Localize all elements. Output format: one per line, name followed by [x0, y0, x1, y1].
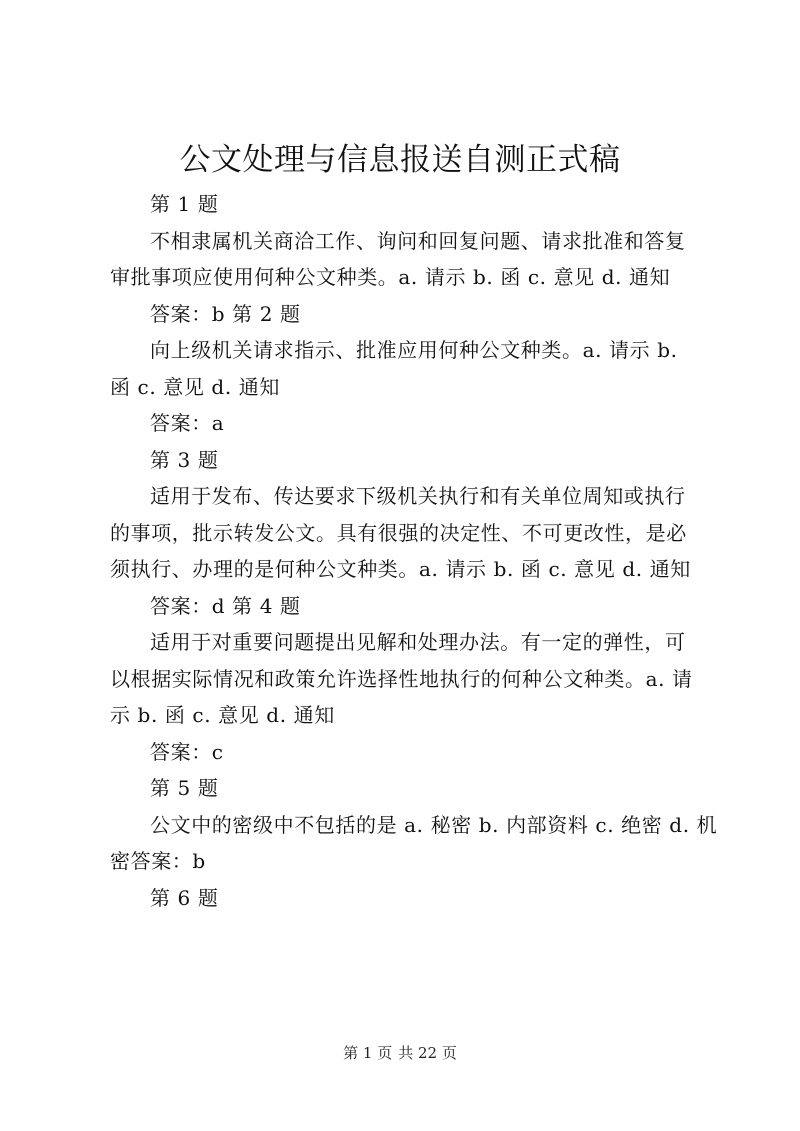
text-line: 的事项，批示转发公文。具有很强的决定性、不可更改性，是必	[110, 520, 687, 545]
text-line: 密答案：b	[110, 849, 206, 873]
text-line: 第 1 题	[150, 192, 219, 216]
text-line: 答案：b 第 2 题	[150, 301, 301, 326]
text-line: 答案：c	[150, 739, 224, 764]
text-line: 公文中的密级中不包括的是 a. 秘密 b. 内部资料 c. 绝密 d. 机	[150, 812, 718, 837]
text-line: 答案：d 第 4 题	[150, 593, 301, 618]
text-line: 须执行、办理的是何种公文种类。a. 请示 b. 函 c. 意见 d. 通知	[110, 557, 691, 581]
page-number-current: 第 1 页	[343, 1044, 393, 1062]
text-line: 第 3 题	[150, 447, 219, 472]
text-line: 示 b. 函 c. 意见 d. 通知	[110, 703, 335, 727]
text-line: 函 c. 意见 d. 通知	[110, 374, 280, 399]
document-body	[110, 186, 718, 916]
text-line: 不相隶属机关商洽工作、询问和回复问题、请求批准和答复	[150, 228, 686, 253]
document-title: 公文处理与信息报送自测正式稿	[179, 142, 621, 178]
text-line: 向上级机关请求指示、批准应用何种公文种类。a. 请示 b.	[150, 338, 678, 362]
text-line: 适用于发布、传达要求下级机关执行和有关单位周知或执行	[150, 484, 686, 508]
text-line: 以根据实际情况和政策允许选择性地执行的何种公文种类。a. 请	[110, 666, 693, 691]
text-line: 第 5 题	[150, 776, 219, 800]
text-line: 答案：a	[150, 411, 225, 435]
text-line: 第 6 题	[150, 885, 219, 910]
text-line: 适用于对重要问题提出见解和处理办法。有一定的弹性，可	[150, 630, 686, 654]
page-footer	[0, 1042, 800, 1064]
page-number-total: 共 22 页	[398, 1044, 457, 1062]
text-line: 审批事项应使用何种公文种类。a. 请示 b. 函 c. 意见 d. 通知	[110, 265, 671, 289]
